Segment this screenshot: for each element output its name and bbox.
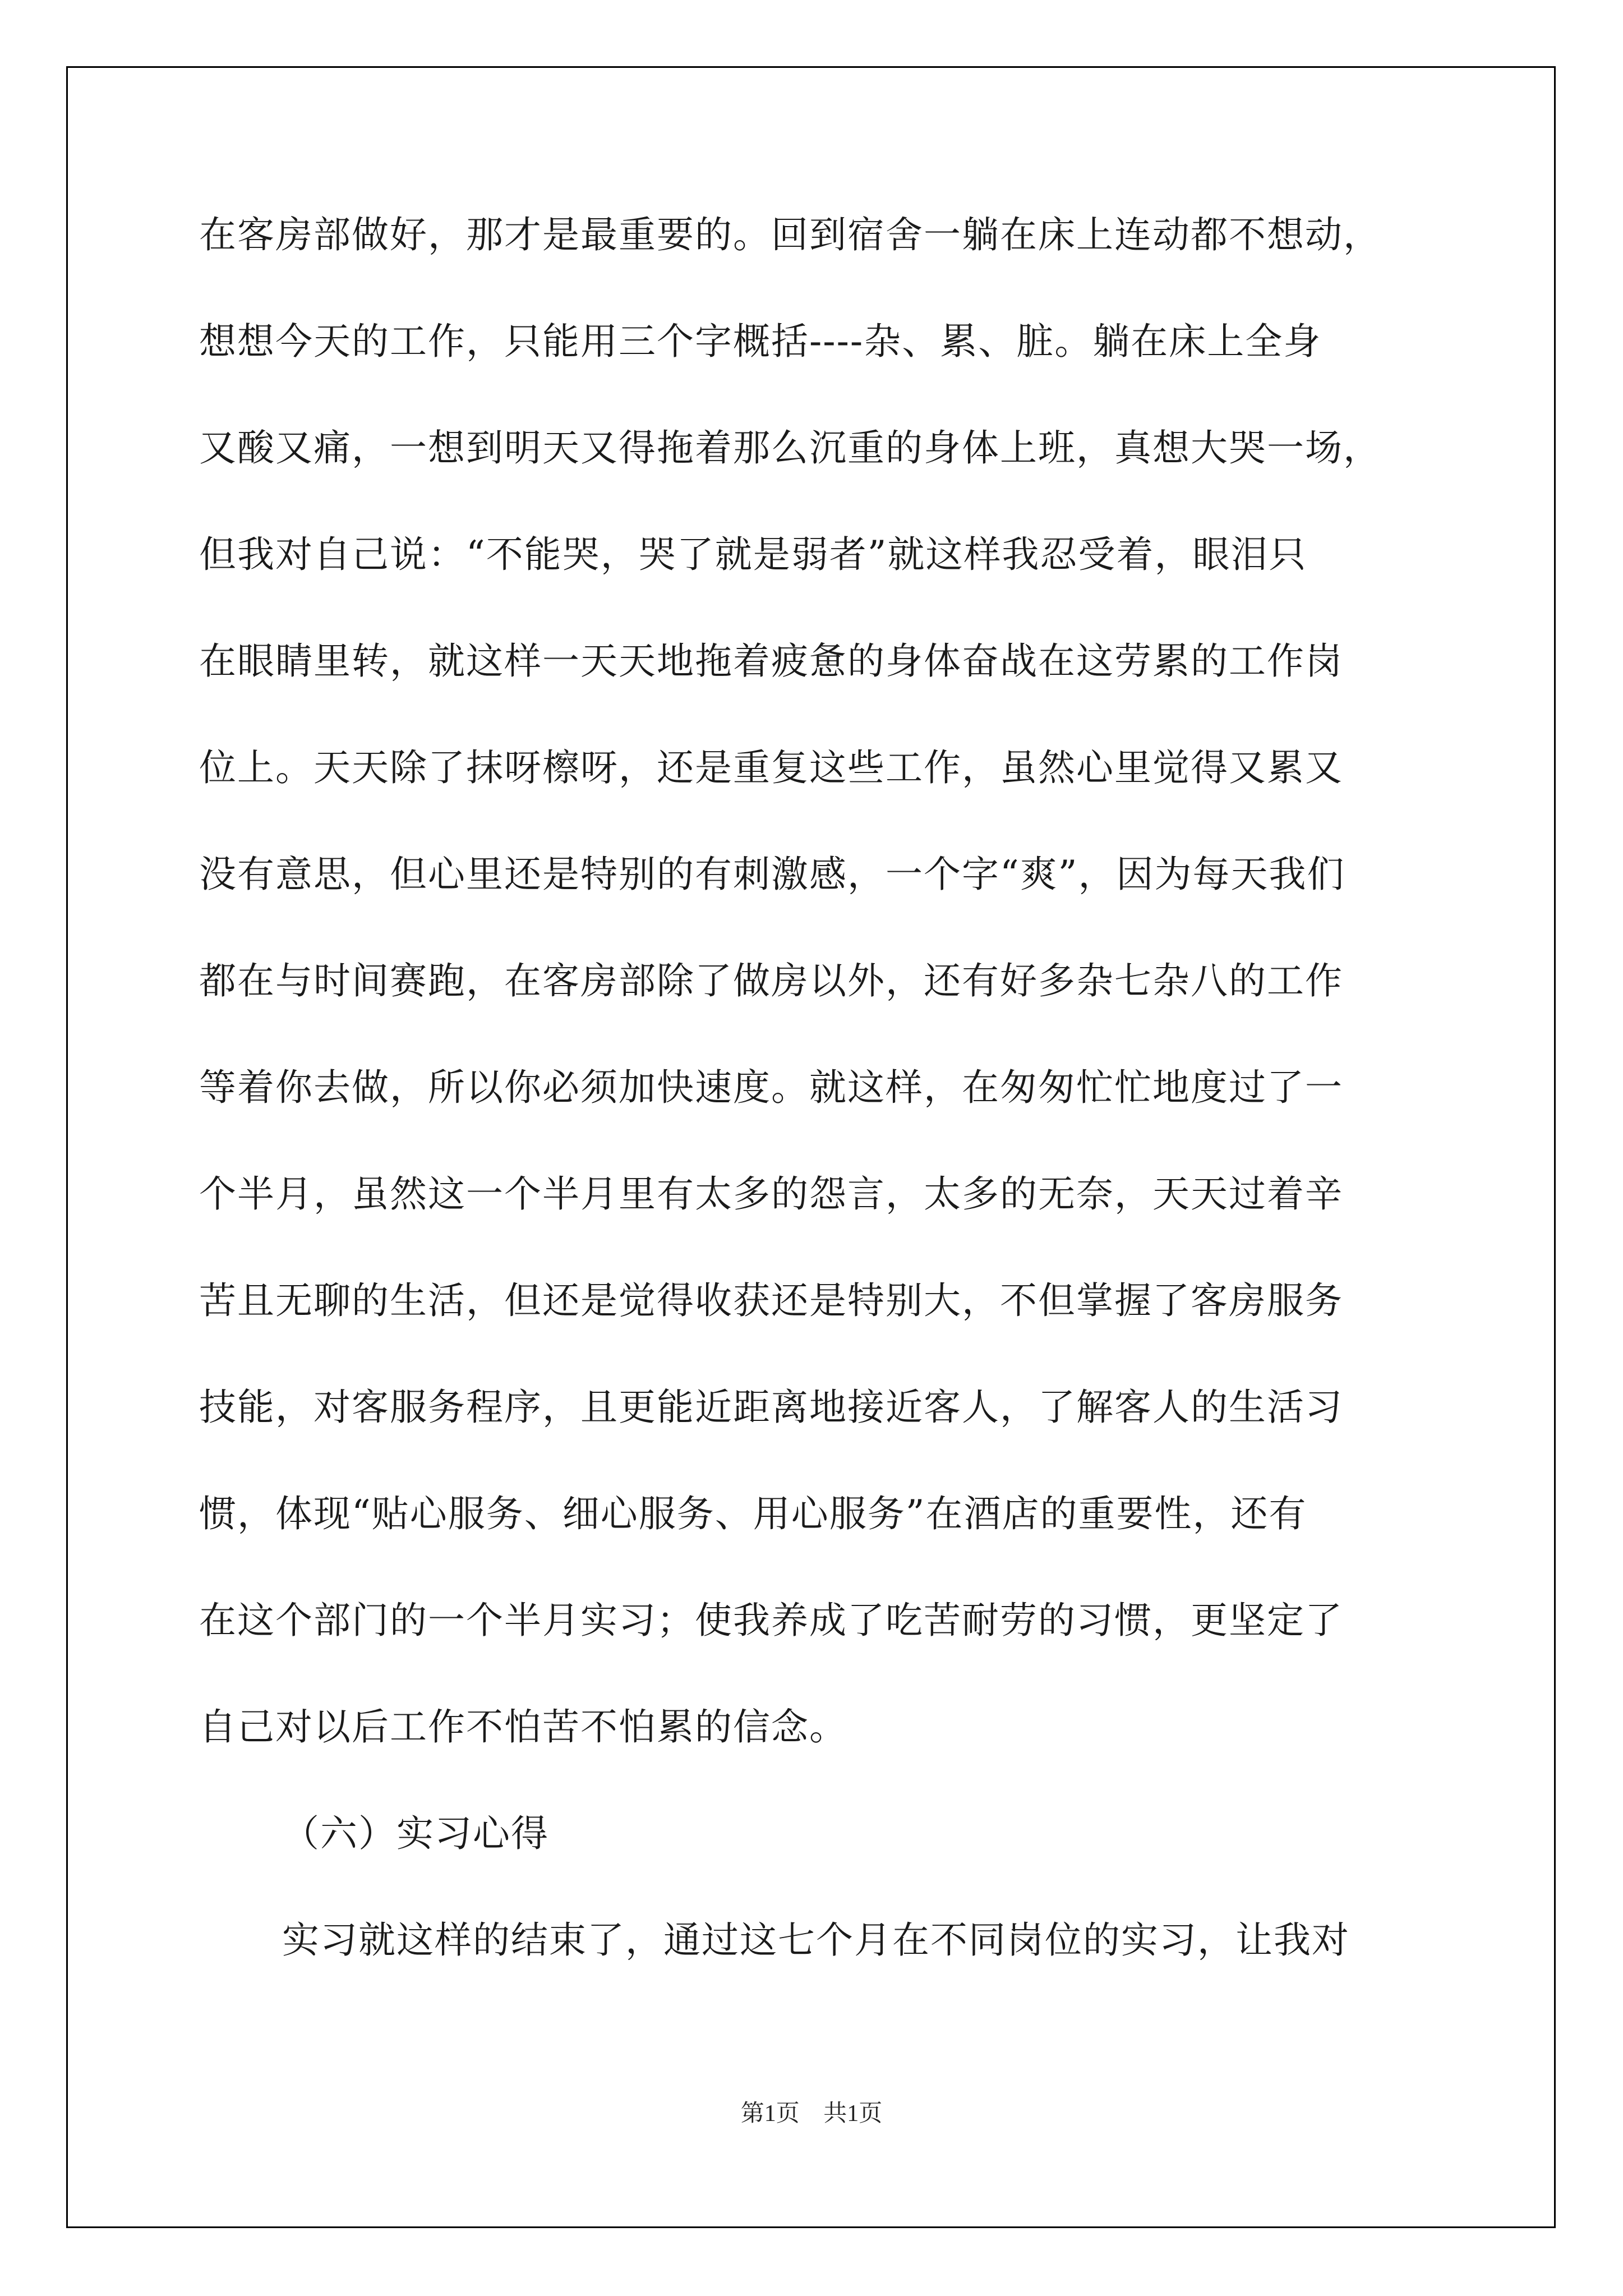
paragraph-line: 个半月，虽然这一个半月里有太多的怨言，太多的无奈，天天过着辛: [199, 1172, 1343, 1216]
paragraph-line: 惯，体现“贴心服务、细心服务、用心服务”在酒店的重要性，还有: [199, 1492, 1307, 1535]
paragraph-line: 等着你去做，所以你必须加快速度。就这样，在匆匆忙忙地度过了一: [199, 1066, 1343, 1109]
section-heading: （六）实习心得: [282, 1812, 549, 1855]
paragraph-line: 都在与时间赛跑，在客房部除了做房以外，还有好多杂七杂八的工作: [199, 959, 1343, 1002]
paragraph-line: 但我对自己说：“不能哭，哭了就是弱者”就这样我忍受着，眼泪只: [199, 533, 1307, 576]
paragraph-line: 技能，对客服务程序，且更能近距离地接近客人，了解客人的生活习: [199, 1386, 1343, 1429]
document-body: [199, 209, 1433, 2021]
paragraph-line: 位上。天天除了抹呀檫呀，还是重复这些工作，虽然心里觉得又累又: [199, 746, 1343, 789]
paragraph-line: 实习就这样的结束了，通过这七个月在不同岗位的实习，让我对: [282, 1918, 1350, 1962]
page-number: 第1页: [740, 2101, 800, 2127]
page-footer: [0, 2097, 1623, 2131]
paragraph-line: 又酸又痛，一想到明天又得拖着那么沉重的身体上班，真想大哭一场，: [199, 426, 1381, 470]
page-total: 共1页: [823, 2101, 883, 2127]
paragraph-line: 自己对以后工作不怕苦不怕累的信念。: [199, 1705, 847, 1749]
paragraph-line: 在客房部做好，那才是最重要的。回到宿舍一躺在床上连动都不想动，: [199, 213, 1381, 256]
paragraph-line: 在眼睛里转，就这样一天天地拖着疲惫的身体奋战在这劳累的工作岗: [199, 639, 1343, 683]
paragraph-line: 没有意思，但心里还是特别的有刺激感，一个字“爽”，因为每天我们: [199, 853, 1345, 896]
paragraph-line: 在这个部门的一个半月实习；使我养成了吃苦耐劳的习惯，更坚定了: [199, 1599, 1343, 1642]
paragraph-line: 想想今天的工作，只能用三个字概括----杂、累、脏。躺在床上全身: [199, 320, 1322, 363]
paragraph-line: 苦且无聊的生活，但还是觉得收获还是特别大，不但掌握了客房服务: [199, 1279, 1343, 1322]
